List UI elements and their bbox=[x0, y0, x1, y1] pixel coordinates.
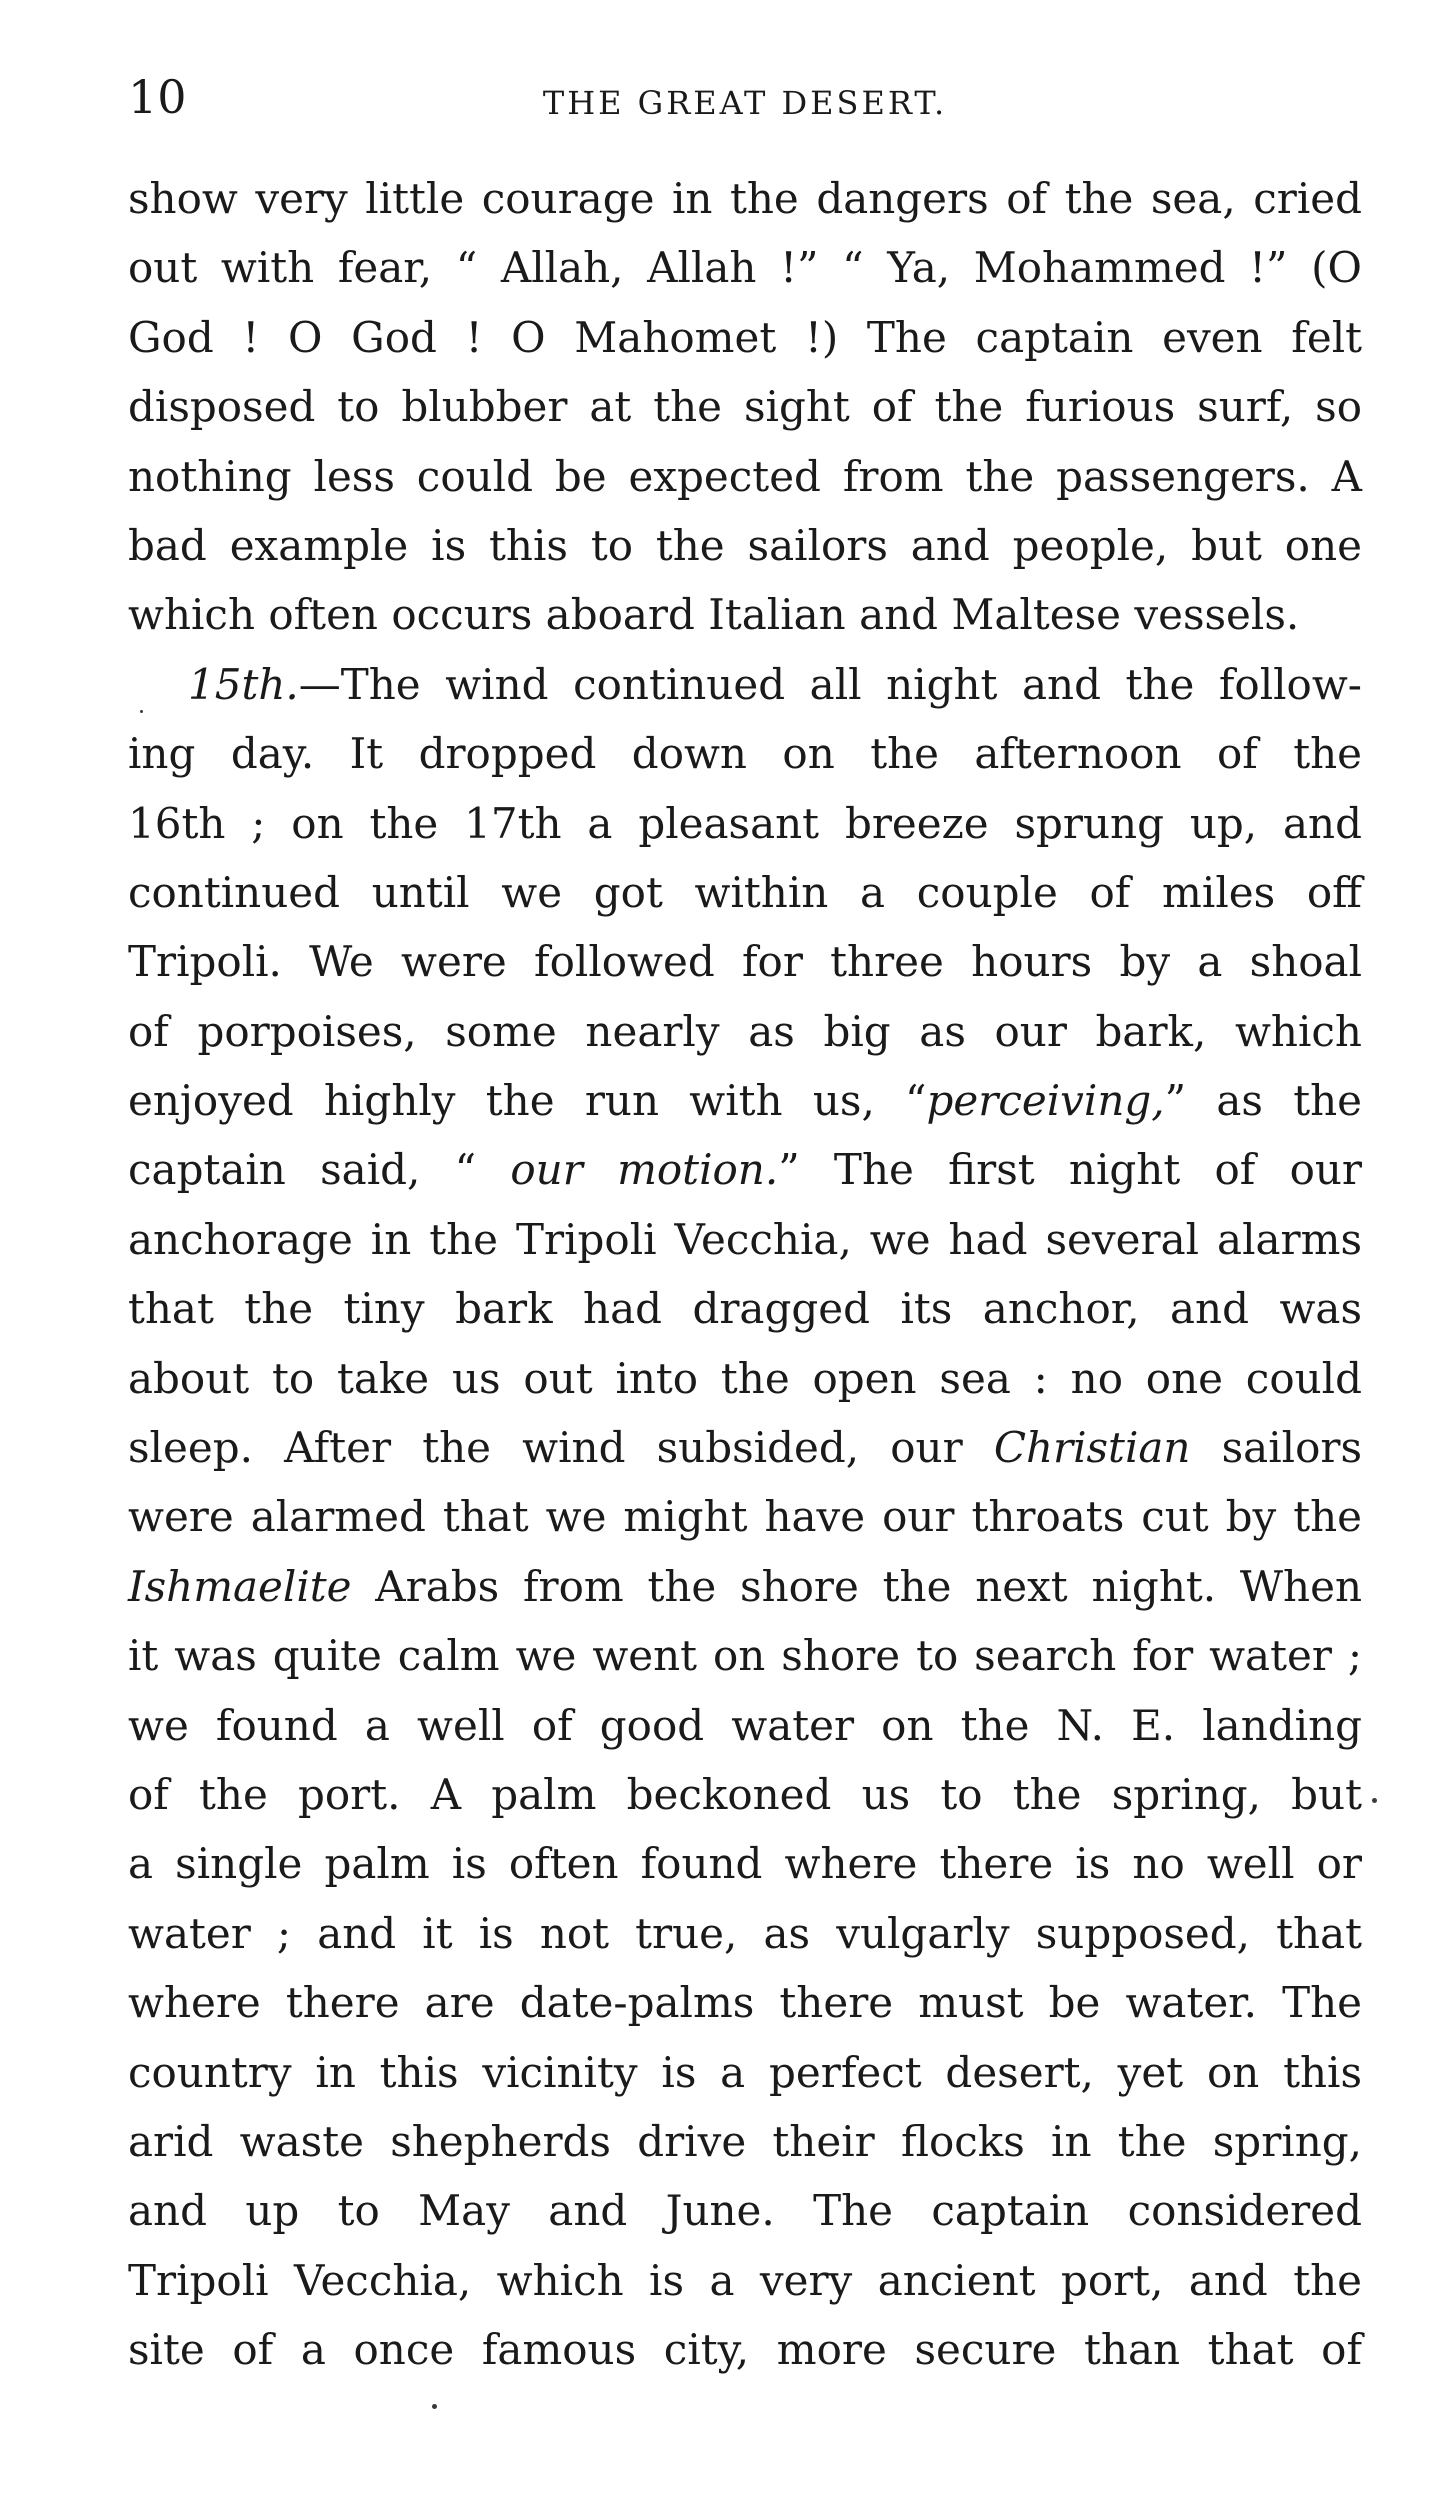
text-line: disposed to blubber at the sight of the furious surf, so bbox=[128, 382, 1362, 432]
text-line: country in this vicinity is a perfect desert, yet on this bbox=[128, 2047, 1362, 2097]
text-run: ” The first night of our bbox=[778, 1145, 1362, 1195]
page-header bbox=[128, 62, 1362, 132]
text-run: —The wind continued all night and the follow- bbox=[298, 659, 1362, 709]
text-line-with-italic bbox=[128, 1413, 1362, 1482]
text-line: about to take us out into the open sea : no one could bbox=[128, 1353, 1362, 1403]
ink-speck bbox=[432, 2404, 437, 2409]
text-line: that the tiny bark had dragged its anchor, and was bbox=[128, 1284, 1362, 1334]
text-line: anchorage in the Tripoli Vecchia, we had several alarms bbox=[128, 1214, 1362, 1264]
text-line: were alarmed that we might have our throats cut by the bbox=[128, 1492, 1362, 1542]
text-line: water ; and it is not true, as vulgarly supposed, that bbox=[128, 1908, 1362, 1958]
text-line: of the port. A palm beckoned us to the spring, but bbox=[128, 1769, 1362, 1819]
date-italic: 15th. bbox=[188, 659, 299, 709]
text-line: site of a once famous city, more secure than that of bbox=[128, 2325, 1362, 2375]
text-run: Arabs from the shore the next night. When bbox=[351, 1561, 1362, 1611]
italic-run: Ishmaelite bbox=[128, 1561, 352, 1611]
text-line: and up to May and June. The captain considered bbox=[128, 2186, 1362, 2236]
text-line: we found a well of good water on the N. E. landing bbox=[128, 1700, 1362, 1750]
text-line: of porpoises, some nearly as big as our bark, which bbox=[128, 1006, 1362, 1056]
text-line: Tripoli. We were followed for three hours by a shoal bbox=[128, 937, 1362, 987]
text-line: arid waste shepherds drive their flocks in the spring, bbox=[128, 2116, 1362, 2166]
ink-speck bbox=[1372, 1798, 1377, 1803]
text-run: sleep. After the wind subsided, our bbox=[128, 1423, 994, 1473]
text-line: show very little courage in the dangers of the sea, cried bbox=[128, 174, 1362, 223]
text-line: 16th ; on the 17th a pleasant breeze sprung up, and bbox=[128, 798, 1362, 848]
body-text bbox=[128, 164, 1362, 2385]
text-line: Tripoli Vecchia, which is a very ancient port, and the bbox=[128, 2255, 1362, 2305]
italic-run: our motion. bbox=[510, 1145, 779, 1195]
text-line: out with fear, “ Allah, Allah !” “ Ya, Mohammed !” (O bbox=[128, 243, 1362, 293]
text-line-with-italic bbox=[128, 1066, 1362, 1135]
text-line: it was quite calm we went on shore to search for water ; bbox=[128, 1631, 1362, 1681]
ink-speck bbox=[140, 710, 143, 713]
text-run: ” as the bbox=[1164, 1076, 1362, 1126]
italic-run: perceiving, bbox=[926, 1076, 1165, 1126]
text-line: where there are date-palms there must be water. The bbox=[128, 1978, 1362, 2028]
text-run: captain said, “ bbox=[128, 1145, 511, 1195]
page-number: 10 bbox=[128, 70, 187, 124]
text-line: nothing less could be expected from the passengers. A bbox=[128, 451, 1362, 501]
text-line: God ! O God ! O Mahomet !) The captain even felt bbox=[128, 312, 1362, 362]
text-line: continued until we got within a couple of miles off bbox=[128, 867, 1362, 917]
text-line: bad example is this to the sailors and people, but one bbox=[128, 520, 1362, 570]
running-title: THE GREAT DESERT. bbox=[542, 84, 948, 122]
italic-run: Christian bbox=[993, 1423, 1191, 1473]
text-line: ing day. It dropped down on the afternoon of the bbox=[128, 729, 1362, 779]
text-line-paragraph-start bbox=[128, 650, 1362, 719]
text-run: enjoyed highly the run with us, “ bbox=[128, 1076, 927, 1126]
text-line: a single palm is often found where there is no well or bbox=[128, 1839, 1362, 1889]
text-line-with-italic bbox=[128, 1135, 1362, 1204]
text-line-with-italic bbox=[128, 1552, 1362, 1621]
text-line: which often occurs aboard Italian and Maltese vessels. bbox=[128, 590, 1300, 640]
text-run: sailors bbox=[1190, 1423, 1363, 1473]
